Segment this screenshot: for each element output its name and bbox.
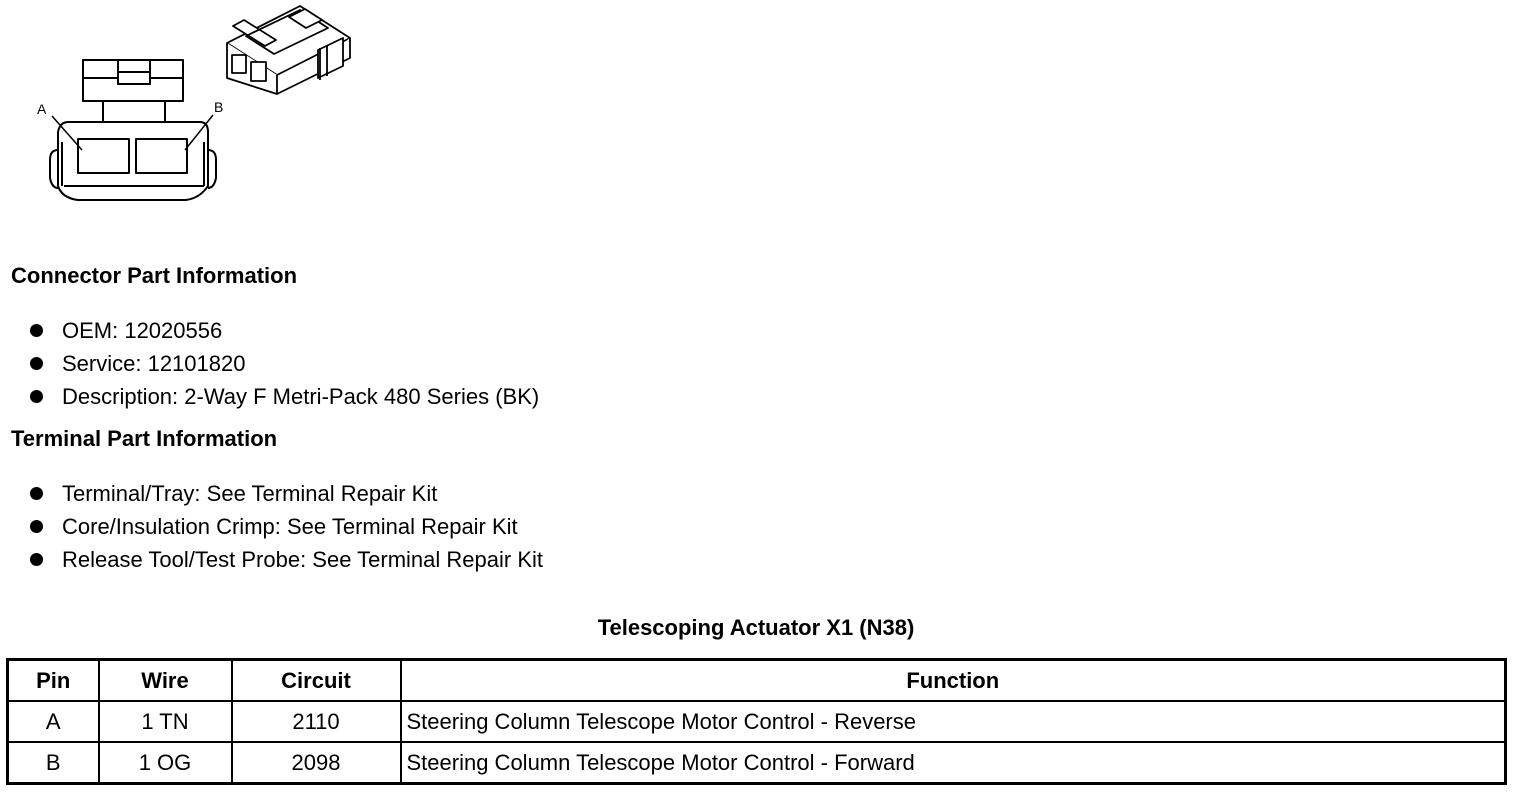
cell-circuit: 2098 [232,742,401,784]
pinout-table-title: Telescoping Actuator X1 (N38) [597,615,915,640]
release-tool-info: Release Tool/Test Probe: See Terminal Repair Kit [62,547,543,572]
bullet-icon [30,553,43,566]
cell-wire: 1 OG [99,742,232,784]
cavity-a [78,139,129,173]
callout-b: B [214,99,224,115]
header-pin: Pin [8,660,99,702]
cell-pin: A [8,701,99,742]
connector-illustration [0,0,370,215]
header-function: Function [401,660,1506,702]
bullet-icon [30,390,43,403]
cavity-b [136,139,187,173]
connector-info-list [28,314,539,413]
connector-isometric-view [227,6,350,94]
connector-latch [83,60,183,101]
table-header-row [8,660,1506,702]
cell-circuit: 2110 [232,701,401,742]
terminal-tray-info: Terminal/Tray: See Terminal Repair Kit [62,481,438,506]
bullet-icon [30,520,43,533]
terminal-info-heading: Terminal Part Information [11,426,278,451]
bullet-icon [30,487,43,500]
service-part-number: Service: 12101820 [62,351,246,376]
list-item [28,477,543,510]
list-item [28,314,539,347]
list-item [28,380,539,413]
table-row [8,742,1506,784]
cell-pin: B [8,742,99,784]
callout-a: A [37,101,47,117]
list-item [28,510,543,543]
connector-description: Description: 2-Way F Metri-Pack 480 Series (BK) [62,384,540,409]
terminal-info-list [28,477,543,576]
list-item [28,543,543,576]
header-wire: Wire [99,660,232,702]
cell-function: Steering Column Telescope Motor Control - Forward [401,742,1506,784]
header-circuit: Circuit [232,660,401,702]
cell-function: Steering Column Telescope Motor Control - Reverse [401,701,1506,742]
cell-wire: 1 TN [99,701,232,742]
bullet-icon [30,357,43,370]
connector-info-heading: Connector Part Information [11,263,298,288]
crimp-info: Core/Insulation Crimp: See Terminal Repair Kit [62,514,518,539]
table-row [8,701,1506,742]
oem-part-number: OEM: 12020556 [62,318,223,343]
list-item [28,347,539,380]
bullet-icon [30,324,43,337]
pinout-table [6,658,1507,785]
